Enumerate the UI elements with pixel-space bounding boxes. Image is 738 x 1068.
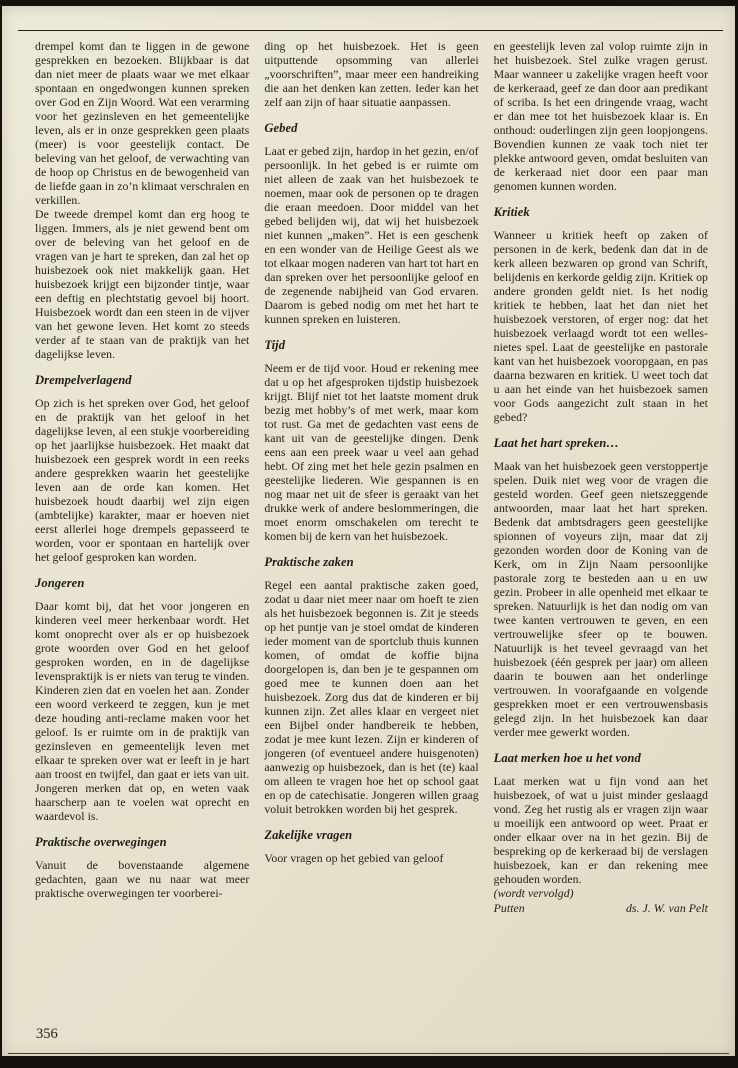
paragraph: ding op het huisbezoek. Het is geen uitputtende opsomming van allerlei „voorschriften”, maar meer een handreiking die aan het denken kan zetten. Ieder kan het zelf aan zijn of haar situatie aanpassen. xyxy=(264,39,479,109)
byline-author: ds. J. W. van Pelt xyxy=(625,901,708,915)
paragraph: Voor vragen op het gebied van geloof xyxy=(264,851,444,865)
section-heading: Gebed xyxy=(264,121,298,135)
byline xyxy=(494,901,708,915)
section-heading: Laat merken hoe u het vond xyxy=(493,751,641,765)
section-heading: Kritiek xyxy=(493,205,530,219)
page-number: 356 xyxy=(36,1026,58,1042)
section-heading: Zakelijke vragen xyxy=(264,828,353,842)
paragraph: drempel komt dan te liggen in de gewone gesprekken en bezoeken. Blijkbaar is dat dan niet meer de plaats waar we met elkaar spontaan en ongedwongen kunnen spreken over God en Zijn Woord. Wat een verarming voor het gezinsleven en het gemeentelijke leven, als er in onze gesprekken geen plaats (meer) is voor geestelijk contact. De beleving van het geloof, de verwachting van de hoop op Christus en de bewogenheid van de liefde gaan in zo’n klimaat verschralen en verkillen. xyxy=(35,39,250,207)
footer-rule xyxy=(8,1053,729,1054)
section-heading: Tijd xyxy=(264,338,286,352)
header-rule xyxy=(18,30,723,31)
paragraph: Regel een aantal praktische zaken goed, zodat u daar niet meer naar om hoeft te zien als het huisbezoek begonnen is. Zit je steeds op het puntje van je stoel omdat de kinderen ieder moment van de sportclub thuis kunnen komen, of omdat de koffie bijna doorgelopen is, dan ben je te gespannen om goed mee te kunnen doen aan het huisbezoek. Zorg dus dat de kinderen er bij kunnen zijn. Zet alles klaar en vergeet niet een Bijbel onder handbereik te hebben, zodat je mee kunt lezen. Zijn er kinderen of jongeren (of eventueel andere huisgenoten) aanwezig op huisbezoek, dan is het (te) kaal om alleen te vragen hoe het op school gaat en op de catechisatie. Jongeren willen graag voluit betrokken worden bij het gesprek. xyxy=(264,578,479,816)
paragraph: Maak van het huisbezoek geen verstoppertje spelen. Duik niet weg voor de vragen die gesteld worden. Geef geen nietszeggende antwoorden, maar laat het hart spreken. Bedenk dat ambtsdragers geen geestelijke spionnen of voyeurs zijn, maar dat zij gezonden worden door de Koning van de Kerk, om in Zijn Naam persoonlijke pastorale zorg te besteden aan u en uw gezin. Probeer in alle openheid met elkaar te spreken. Natuurlijk is het dan nodig om van twee kanten vertrouwen te geven, en een vertrouwelijke sfeer op te bouwen. Natuurlijk is het teveel gevraagd van het huisbezoek (één gesprek per jaar) om alleen daarin te bouwen aan het onderlinge vertrouwen. In voorafgaande en volgende gesprekken moet er een vertrouwensbasis gelegd zijn. In het huisbezoek kan daar verder mee gewerkt worden. xyxy=(493,459,708,739)
paragraph: Laat merken wat u fijn vond aan het huisbezoek, of wat u juist minder geslaagd vond. Zeg het rustig als er vragen zijn waar u moeilijk een antwoord op weet. Praat er onder elkaar over na in het gezin. Bij de bespreking op de kerkeraad bij de verslagen huisbezoek, kan er dan rekening mee gehouden worden. xyxy=(493,774,708,886)
section-heading: Praktische overwegingen xyxy=(35,835,167,849)
continuation-note: (wordt vervolgd) xyxy=(493,886,574,900)
paragraph: Op zich is het spreken over God, het geloof en de praktijk van het geloof in het dagelijkse leven, al een stukje voorbereiding op het jaarlijkse huisbezoek. Het maakt dat huisbezoek een gesprek wordt in een reeks andere gesprekken waarin het geestelijke leven aan de orde kan komen. Het huisbezoek houdt daarbij wel zijn eigen (ambtelijke) karakter, maar er hoeven niet eerst allerlei hoge drempels gepasseerd te worden, voor er spontaan en hartelijk over het geloof gesproken kan worden. xyxy=(35,396,250,564)
article-column-1 xyxy=(35,39,249,1012)
article-column-3 xyxy=(494,39,708,1012)
paragraph: Wanneer u kritiek heeft op zaken of personen in de kerk, bedenk dan dat in de kerk alleen bezwaren op grond van Schrift, belijdenis en kerkorde geldig zijn. Kritiek op andere gronden geldt niet. Is het nodig kritiek te hebben, laat het dan niet het huisbezoek verstoren, of erger nog: dat het huisbezoek verlaagd wordt tot een welles-nietes spel. Laat de geestelijke en pastorale kant van het huisbezoek vooropgaan, en pas daarna bezwaren en kritiek. U weet toch dat u aan het einde van het huisbezoek samen voor Gods aangezicht zult staan in het gebed? xyxy=(493,228,708,424)
magazine-page xyxy=(2,6,735,1056)
paragraph: Laat er gebed zijn, hardop in het gezin, en/of persoonlijk. In het gebed is er ruimte om niet alleen de zaak van het huisbezoek te noemen, maar ook de personen op te dragen die eraan meedoen. Door middel van het gebed belijden wij, dat wij het huisbezoek niet kunnen „maken”. Het is een geschenk en een wonder van de Heilige Geest als we tot elkaar mogen naderen van hart tot hart en dan spreken over het persoonlijke geloof en de zegenende nabijheid van God ervaren. Daarom is gebed nodig om met het hart te kunnen spreken en luisteren. xyxy=(264,144,479,326)
paragraph: Daar komt bij, dat het voor jongeren en kinderen veel meer herkenbaar wordt. Het komt onoprecht over als er op huisbezoek grote woorden over God en het geloof gesproken worden, en in de dagelijkse levenspraktijk is er niets van terug te vinden. Kinderen zien dat en voelen het aan. Zonder een woord verkeerd te zeggen, kun je met deze houding anti-reclame maken voor het geloof. Is er ruimte om in de praktijk van gezinsleven en gemeentelijk leven met elkaar te spreken over wat er leeft in je hart aan troost en twijfel, dan gaat er iets van uit. Jongeren merken dat op, en weten vaak haarscherp aan te voelen wat oprecht en waardevol is. xyxy=(35,599,250,823)
paragraph: Neem er de tijd voor. Houd er rekening mee dat u op het afgesproken tijdstip huisbezoek krijgt. Blijf niet tot het laatste moment druk bezig met hobby’s of met werk, maar kom tot rust. Ga met de gedachten vast eens de kant uit van de geestelijke dingen. Denk eens aan een preek waar u veel aan gehad hebt. Of zing met het hele gezin psalmen en geestelijke liederen. Wie gespannen is en nog maar net uit de sfeer is geraakt van het drukke werk of andere beslommeringen, die moet enorm omschakelen om terecht te komen bij de kern van het huisbezoek. xyxy=(264,361,479,543)
paragraph: en geestelijk leven zal volop ruimte zijn in het huisbezoek. Stel zulke vragen gerust. Maar wanneer u zakelijke vragen heeft voor de kerkeraad, geef ze dan door aan predikant of scriba. Is het een dringende vraag, wacht er dan mee tot het huisbezoek klaar is. En onthoud: ouderlingen zijn geen loopjongens. Bovendien kunnen ze vaak toch niet ter plekke antwoord geven, omdat besluiten van de kerkeraad niet door een paar man genomen kunnen worden. xyxy=(493,39,708,193)
article-column-2 xyxy=(264,39,478,1012)
section-heading: Drempelverlagend xyxy=(35,373,132,387)
article-columns xyxy=(35,39,708,1012)
paragraph: De tweede drempel komt dan erg hoog te liggen. Immers, als je niet gewend bent om over de beleving van het geloof en de vragen van je hart te spreken, dan zal het op huisbezoek ook niet makkelijk gaan. Het huisbezoek krijgt een bijzonder tintje, waar een deftig en plechtstatig gevoel bij hoort. Huisbezoek wordt dan een steen in de vijver van het gewone leven. Het komt zo steeds verder af te staan van de praktijk van het dagelijkse leven. xyxy=(35,207,250,361)
section-heading: Laat het hart spreken… xyxy=(493,436,619,450)
paragraph: Vanuit de bovenstaande algemene gedachten, gaan we nu naar wat meer praktische overwegingen ter voorberei- xyxy=(35,858,250,900)
section-heading: Jongeren xyxy=(35,576,85,590)
byline-location: Putten xyxy=(493,901,525,915)
section-heading: Praktische zaken xyxy=(264,555,354,569)
